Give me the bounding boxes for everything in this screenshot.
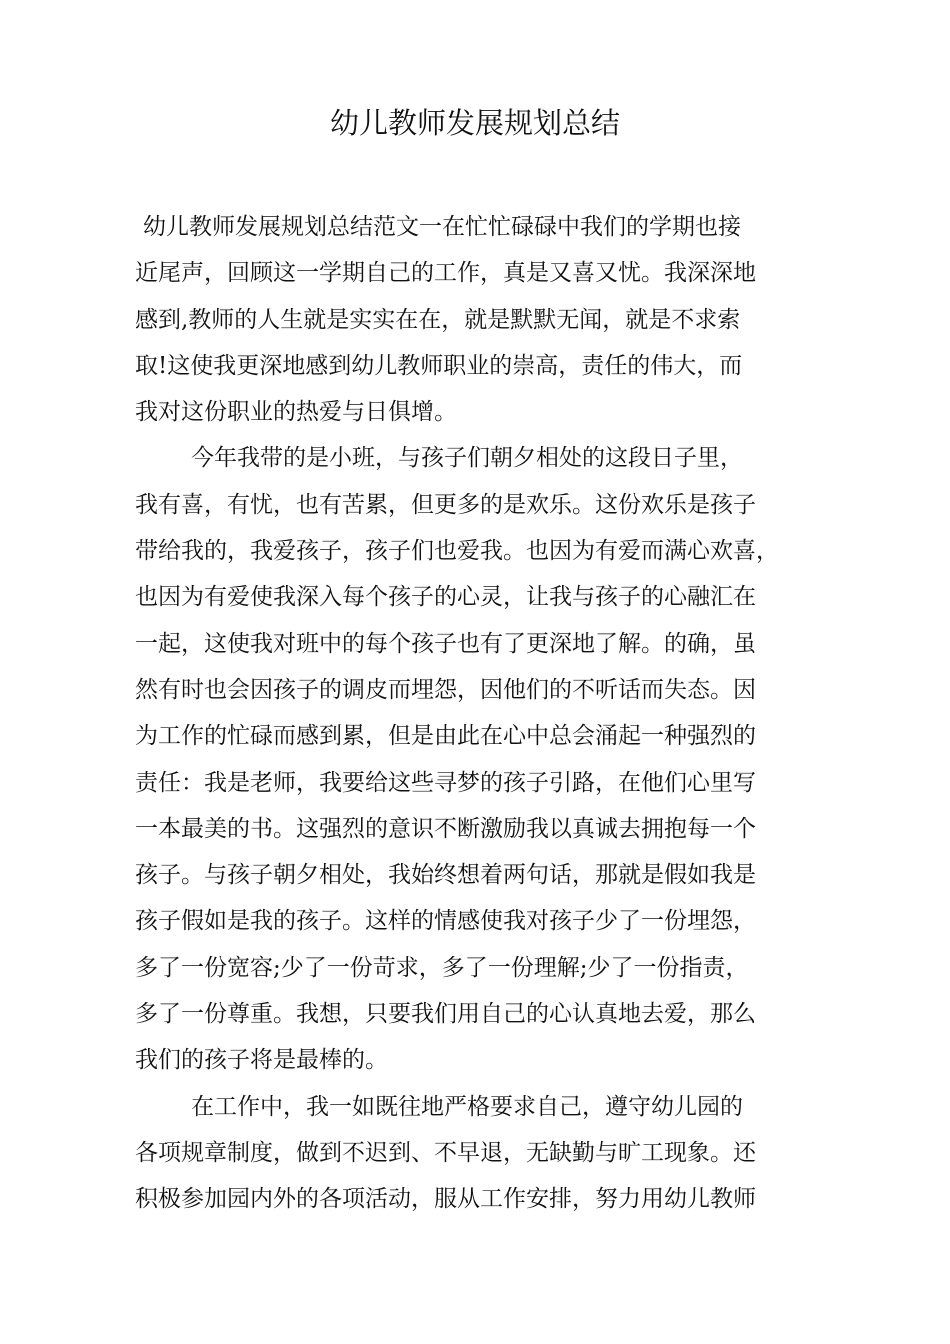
text-line: 多了一份宽容;少了一份苛求，多了一份理解;少了一份指责， bbox=[135, 954, 749, 981]
text-line: 我对这份职业的热爱与日俱增。 bbox=[135, 399, 457, 426]
text-line: 责任：我是老师，我要给这些寻梦的孩子引路，在他们心里写 bbox=[135, 769, 756, 796]
text-line: 也因为有爱使我深入每个孩子的心灵，让我与孩子的心融汇在 bbox=[135, 584, 756, 611]
text-line: 孩子。与孩子朝夕相处，我始终想着两句话，那就是假如我是 bbox=[135, 862, 756, 889]
text-line: 各项规章制度，做到不迟到、不早退，无缺勤与旷工现象。还 bbox=[135, 1139, 756, 1166]
text-line: 多了一份尊重。我想，只要我们用自己的心认真地去爱，那么 bbox=[135, 1001, 756, 1028]
text-line: 在工作中，我一如既往地严格要求自己，遵守幼儿园的 bbox=[191, 1093, 743, 1120]
text-line: 为工作的忙碌而感到累，但是由此在心中总会涌起一种强烈的 bbox=[135, 723, 756, 750]
text-line: 一本最美的书。这强烈的意识不断激励我以真诚去拥抱每一个 bbox=[135, 815, 756, 842]
text-line: 今年我带的是小班，与孩子们朝夕相处的这段日子里， bbox=[191, 445, 743, 472]
text-line: 积极参加园内外的各项活动，服从工作安排，努力用幼儿教师 bbox=[135, 1186, 756, 1213]
text-line: 我有喜，有忧，也有苦累，但更多的是欢乐。这份欢乐是孩子 bbox=[135, 491, 756, 518]
text-line: 近尾声，回顾这一学期自己的工作，真是又喜又忧。我深深地 bbox=[135, 260, 756, 287]
text-line: 孩子假如是我的孩子。这样的情感使我对孩子少了一份埋怨， bbox=[135, 908, 756, 935]
text-line: 取!这使我更深地感到幼儿教师职业的崇高，责任的伟大，而 bbox=[135, 352, 743, 379]
document-title: 幼儿教师发展规划总结 bbox=[329, 106, 620, 140]
text-line: 一起，这使我对班中的每个孩子也有了更深地了解。的确，虽 bbox=[135, 630, 756, 657]
text-line: 感到,教师的人生就是实实在在，就是默默无闻，就是不求索 bbox=[135, 306, 741, 333]
text-line: 然有时也会因孩子的调皮而埋怨，因他们的不听话而失态。因 bbox=[135, 676, 756, 703]
text-line: 带给我的，我爱孩子，孩子们也爱我。也因为有爱而满心欢喜， bbox=[135, 538, 779, 565]
text-line: 幼儿教师发展规划总结范文一在忙忙碌碌中我们的学期也接 bbox=[143, 214, 741, 240]
document-body bbox=[135, 204, 835, 1223]
text-line: 我们的孩子将是最棒的。 bbox=[135, 1047, 388, 1074]
